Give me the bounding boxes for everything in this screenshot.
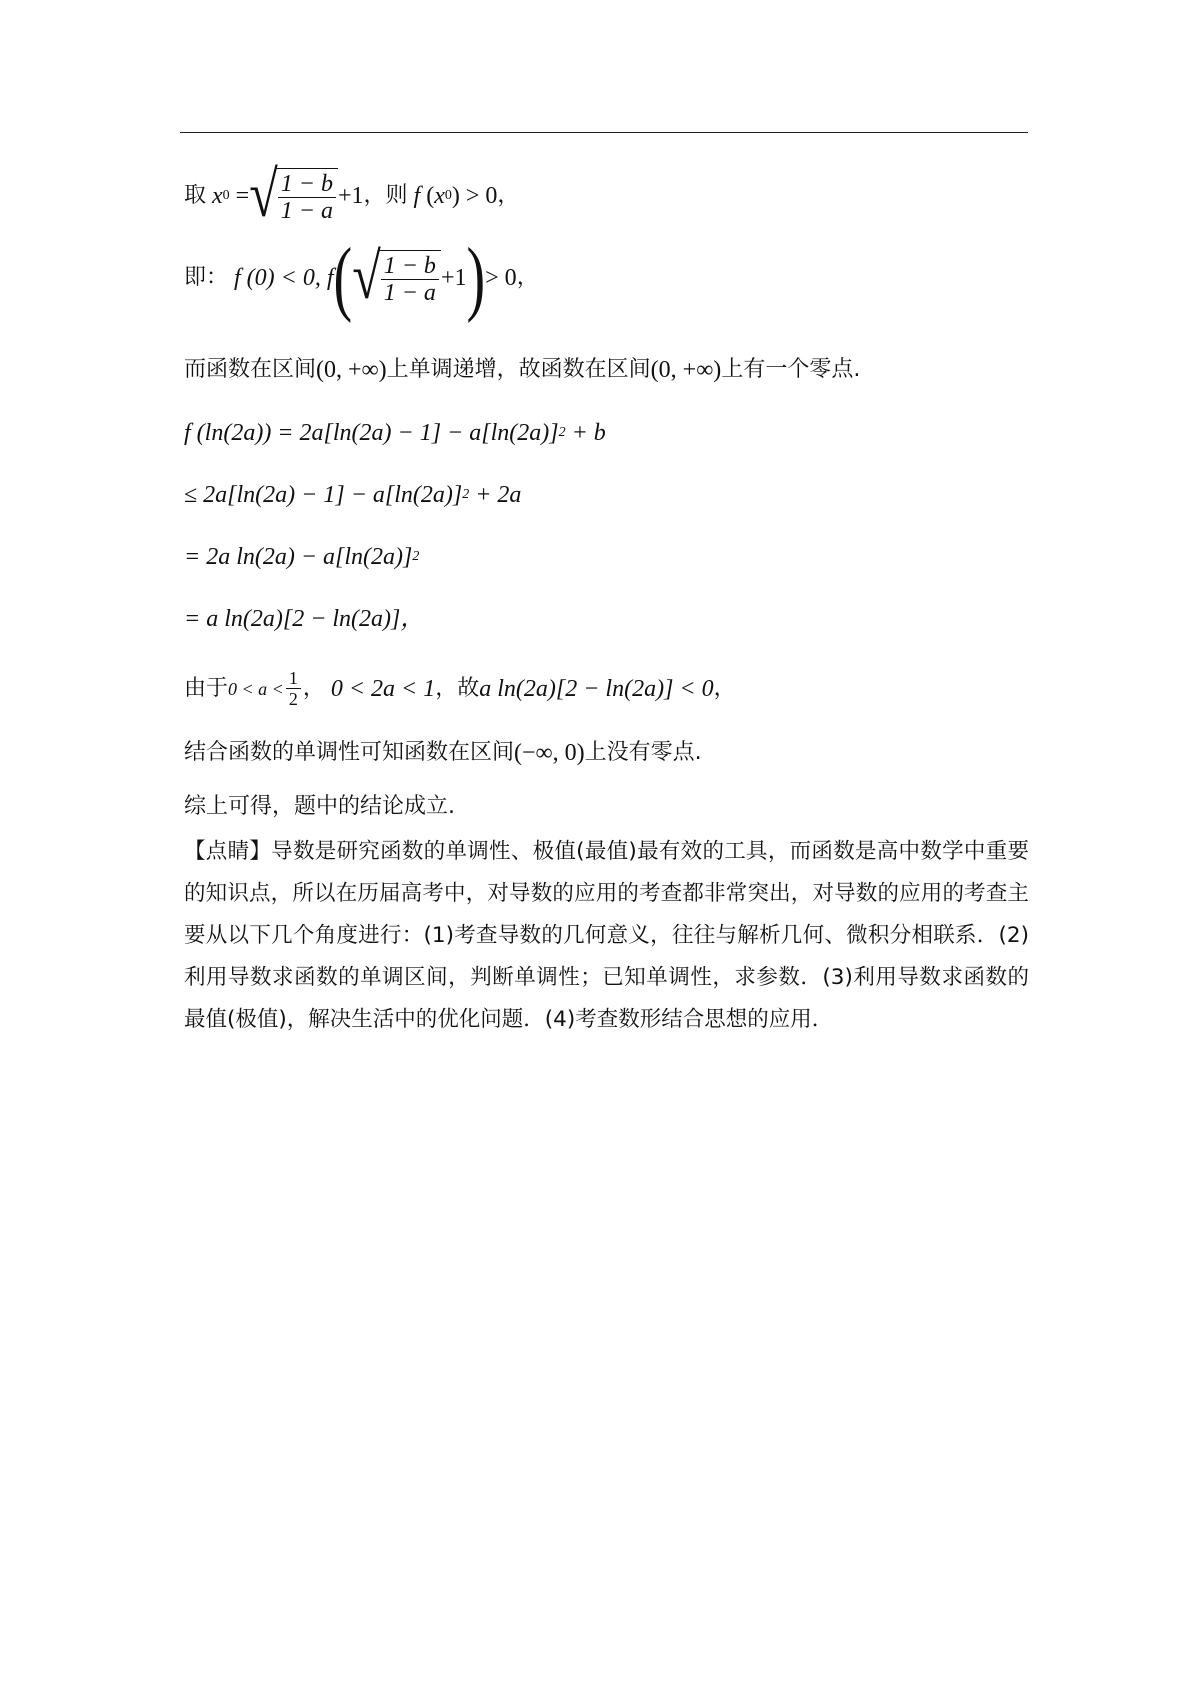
text: 上单调递增，故函数在区间 xyxy=(386,357,651,382)
line-take-x0: 取 x 0 = √ $\frac{1 - b}{1 - a}$ +1 ，则 f ( x 0 ) > 0 ， xyxy=(184,159,520,231)
radical-sign: √ xyxy=(249,159,278,231)
text-therefore: ，故 xyxy=(435,675,480,701)
equation: = 2a ln(2a) − a[ln(2a)] xyxy=(184,544,413,570)
text: 上有一个零点. xyxy=(721,357,861,382)
func-f: f xyxy=(413,183,421,209)
comma: ， xyxy=(516,265,539,290)
fraction-denominator: 2 xyxy=(288,689,298,709)
note-body: 导数是研究函数的单调性、极值(最值)最有效的工具，而函数是高中数学中重要的知识点，所以在历届高考中，对导数的应用的考查都非常突出，对导数的应用的考查主要从以下几个角度进行：(1)考查导数的几何意义，往往与解析几何、微积分相联系．(2)利用导数求函数的单调区间，判断单调性；已知单调性，求参数．(3)利用导数求函数的最值(极值)，解决生活中的优化问题．(4)考查数形结合思想的应用． xyxy=(184,839,1029,1032)
note-paragraph xyxy=(184,831,1029,1041)
line-monotone xyxy=(184,355,860,385)
header-rule xyxy=(180,132,1028,133)
text-since: 由于 xyxy=(184,675,229,701)
interval-neg-inf-0: (−∞, 0) xyxy=(514,740,585,766)
fraction-half xyxy=(286,668,301,709)
equals-sign: = xyxy=(235,183,250,209)
sqrt-expression-2 xyxy=(352,241,441,313)
comma: ， xyxy=(302,675,325,701)
expr-f0: f (0) < 0, f xyxy=(234,265,334,291)
fraction-numerator: 1 − b xyxy=(381,253,439,280)
text-take: 取 xyxy=(184,183,207,208)
line-namely xyxy=(184,231,539,325)
line-eq-1 xyxy=(184,542,419,572)
right-paren: ) xyxy=(466,231,486,325)
line-conclusion xyxy=(184,792,455,822)
text-namely: 即： xyxy=(184,265,229,290)
ineq-2a: 0 < 2a < 1 xyxy=(330,675,436,702)
plus-one: +1 xyxy=(440,265,467,291)
interval-0-inf: (0, +∞) xyxy=(316,357,387,383)
line-f-ln2a xyxy=(184,418,606,448)
sqrt-expression xyxy=(249,159,338,231)
ineq-gt-zero: > 0 xyxy=(485,265,517,291)
equation-tail: + 2a xyxy=(475,482,522,508)
exponent: 2 xyxy=(558,425,566,440)
fraction-denominator: 1 − a xyxy=(280,198,333,224)
equation: ≤ 2a[ln(2a) − 1] − a[ln(2a)] xyxy=(184,482,463,508)
fraction-denominator: 1 − a xyxy=(383,280,436,306)
exponent: 2 xyxy=(462,487,470,502)
subscript-0: 0 xyxy=(222,188,230,203)
note-label: 【点睛】 xyxy=(184,839,272,864)
equation: = a ln(2a)[2 − ln(2a)]， xyxy=(184,606,425,632)
equation-tail: + b xyxy=(571,420,606,446)
radical-sign: √ xyxy=(352,241,381,313)
left-paren: ( xyxy=(333,231,353,325)
text: 结合函数的单调性可知函数在区间 xyxy=(184,740,515,765)
expr-negative: a ln(2a)[2 − ln(2a)] < 0 xyxy=(479,675,714,702)
plus-one: +1 xyxy=(337,183,364,209)
text: 上没有零点. xyxy=(584,740,702,765)
exponent: 2 xyxy=(412,549,420,564)
fraction xyxy=(278,171,336,224)
conclusion-text: 综上可得，题中的结论成立. xyxy=(184,794,455,819)
line-eq-2 xyxy=(184,604,424,634)
comma: ， xyxy=(713,675,736,701)
ineq-a: 0 < a < xyxy=(228,678,284,699)
fraction-numerator: 1 − b xyxy=(278,171,336,198)
var-x: x xyxy=(212,183,223,209)
fraction-numerator: 1 xyxy=(286,668,301,689)
text: 而函数在区间 xyxy=(184,357,317,382)
text-then: ，则 xyxy=(363,183,408,208)
line-combine xyxy=(184,738,702,768)
interval-0-inf: (0, +∞) xyxy=(650,357,722,383)
comma: ， xyxy=(497,183,520,208)
ineq-gt-zero: ) > 0 xyxy=(451,183,498,209)
line-leq xyxy=(184,480,521,510)
equation: f (ln(2a)) = 2a[ln(2a) − 1] − a[ln(2a)] xyxy=(184,420,559,446)
line-since xyxy=(184,668,736,709)
